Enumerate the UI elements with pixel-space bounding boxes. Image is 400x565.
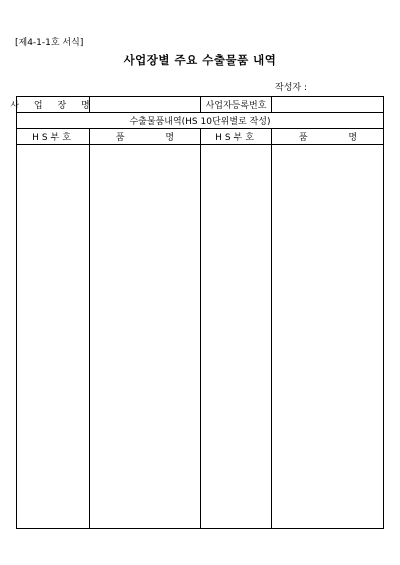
table-body-item-name-1[interactable]	[90, 145, 200, 529]
column-header-item-name: 품 명	[298, 133, 358, 143]
registration-number-field[interactable]	[272, 97, 384, 112]
business-name-label: 사 업 장 명	[10, 101, 96, 111]
table-body-item-name-2[interactable]	[272, 145, 384, 529]
table-body-hs-code-2[interactable]	[201, 145, 271, 529]
business-name-field[interactable]	[90, 97, 200, 112]
column-header-hs-code: HS부호	[215, 133, 257, 143]
column-header-hs-code: HS부호	[32, 133, 74, 143]
form-number: [제4-1-1호 서식]	[15, 38, 84, 48]
author-label: 작성자 :	[275, 83, 307, 93]
export-items-table	[10, 96, 384, 529]
section-caption: 수출물품내역(HS 10단위별로 작성)	[129, 117, 271, 127]
column-header-item-name: 품 명	[115, 133, 175, 143]
page-title: 사업장별 주요 수출물품 내역	[123, 53, 277, 67]
table-body-hs-code-1[interactable]	[17, 145, 89, 529]
registration-number-label: 사업자등록번호	[205, 101, 267, 111]
